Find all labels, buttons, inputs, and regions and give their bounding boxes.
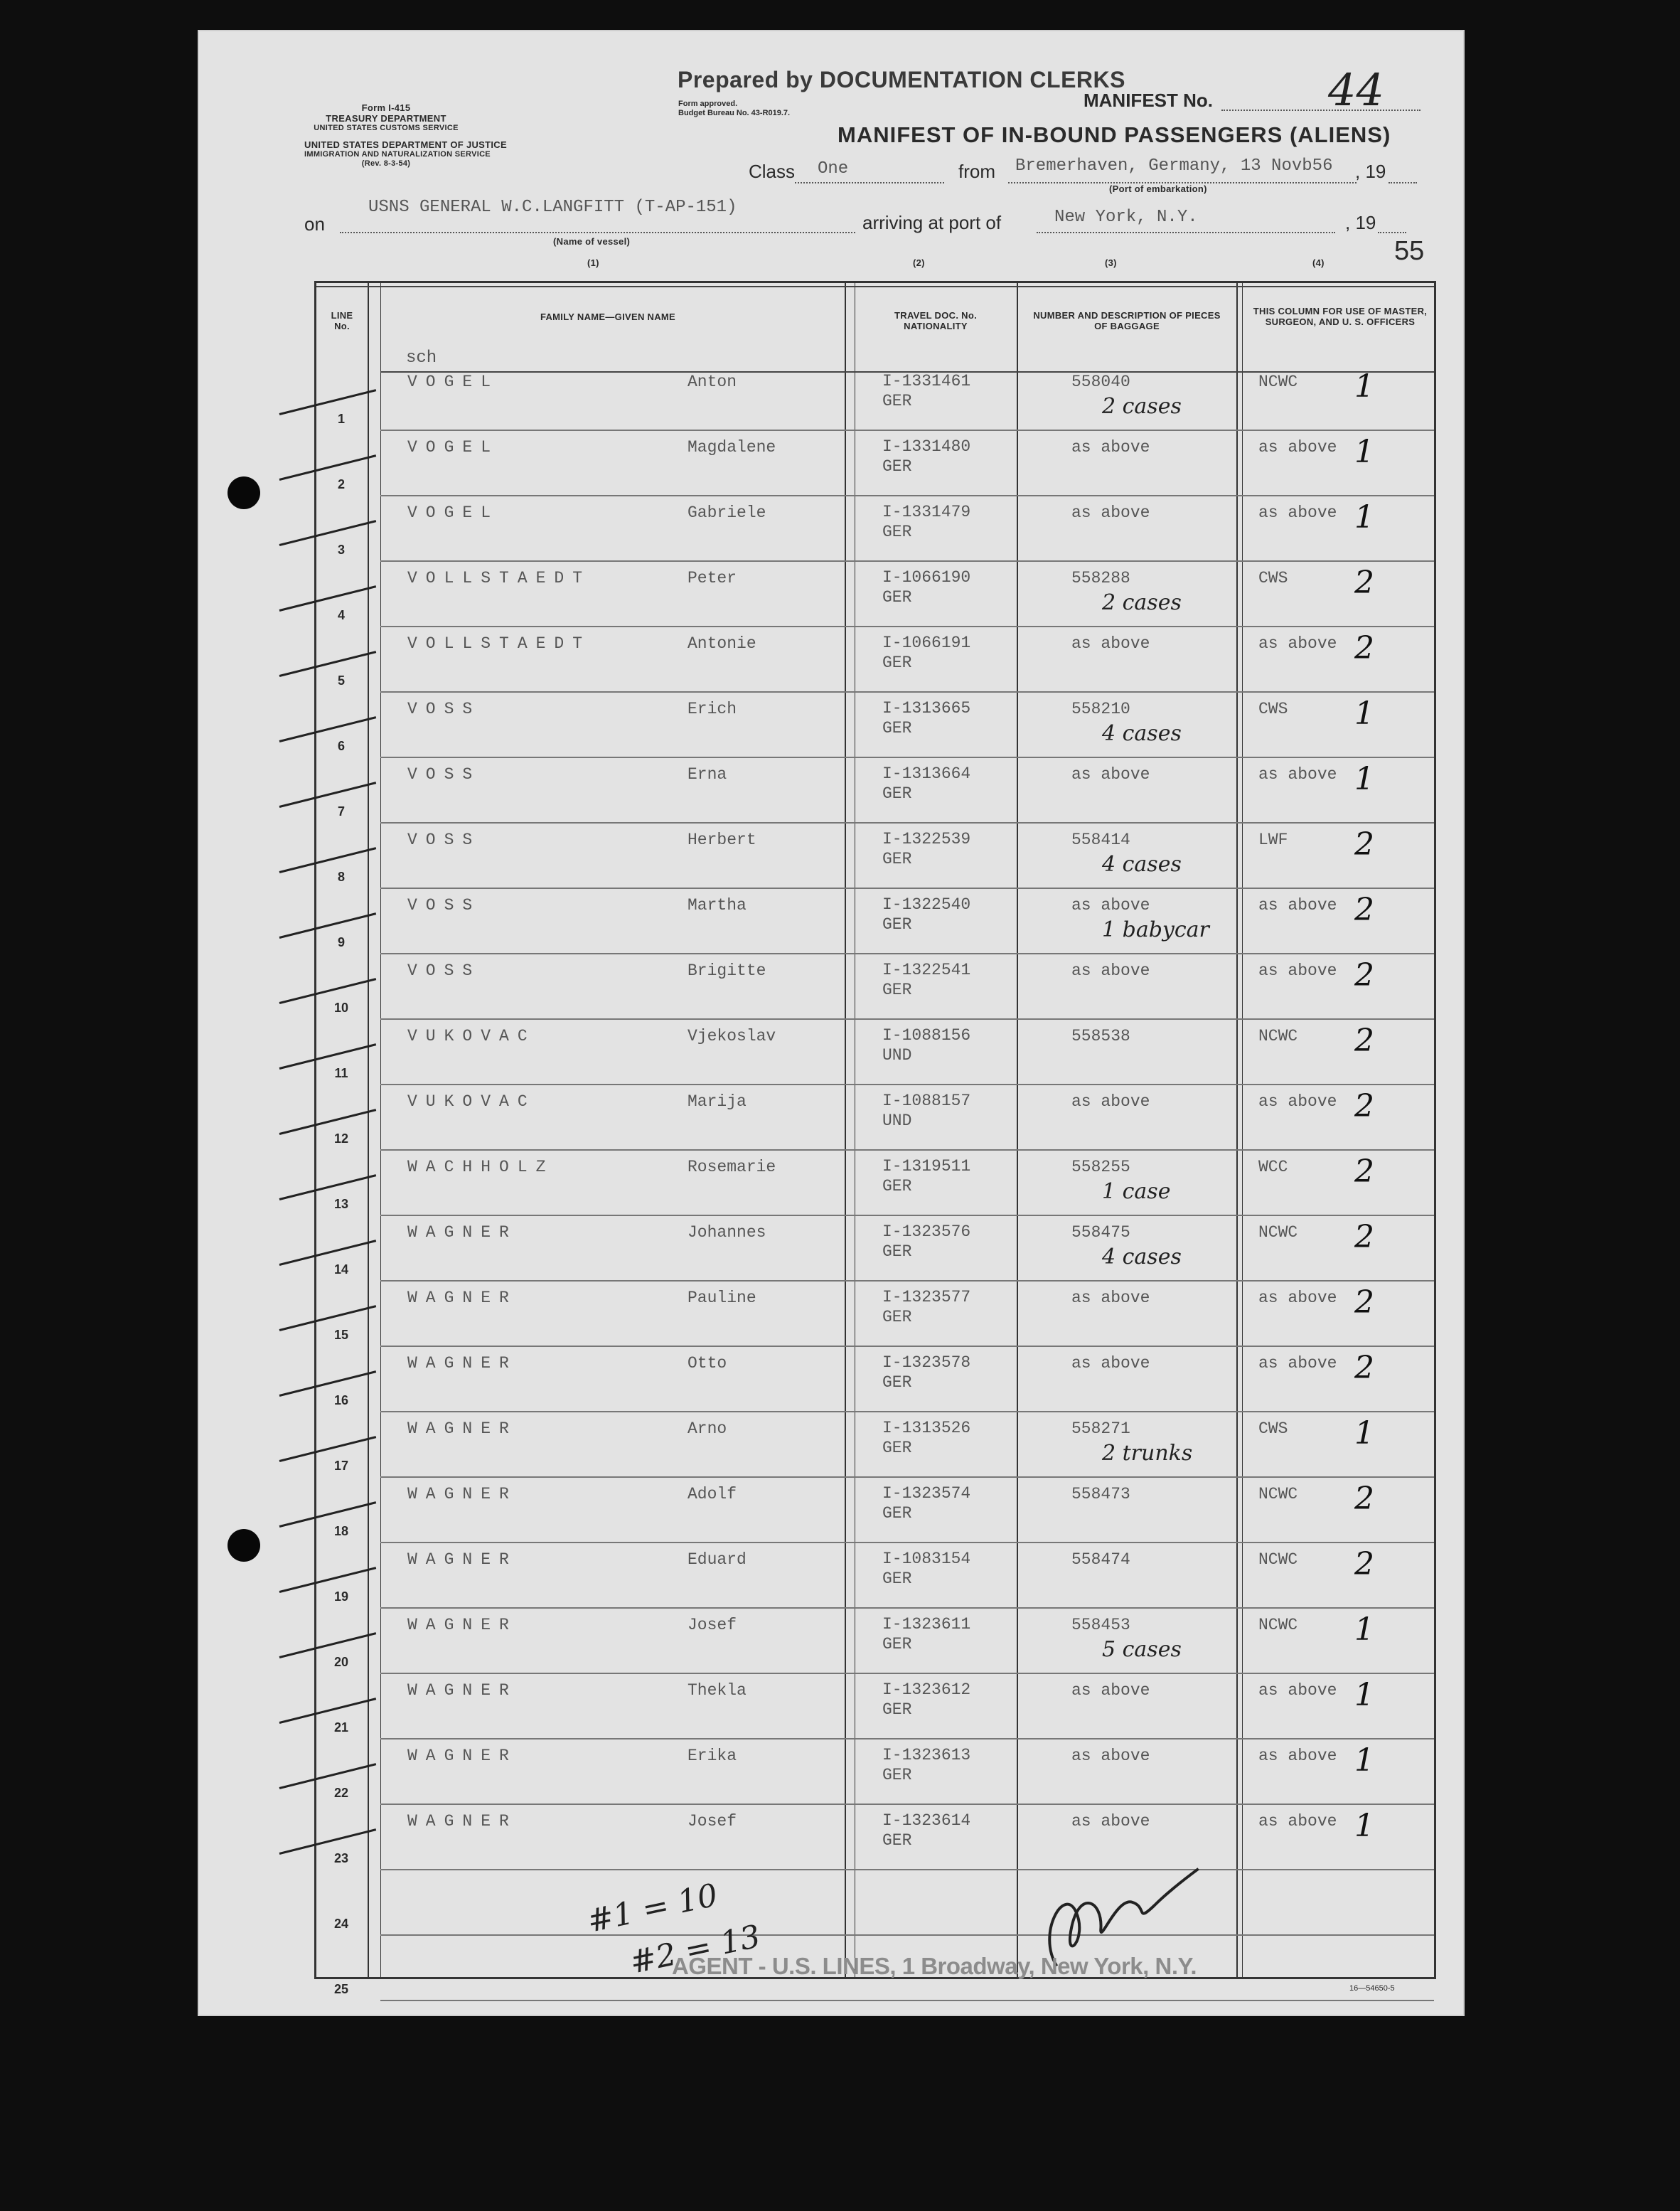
approval-note: Form approved. Budget Bureau No. 43-R019.7.	[678, 100, 791, 117]
baggage-number: as above	[1071, 1354, 1150, 1373]
count-mark: 1	[1354, 1808, 1374, 1844]
line-number: 3	[337, 543, 345, 557]
count-mark: 2	[1354, 826, 1374, 863]
baggage-description: 4 cases	[1102, 852, 1182, 877]
nationality: GER	[882, 392, 912, 410]
travel-doc-number: I-1313665	[882, 699, 971, 718]
count-mark: 2	[1354, 1481, 1374, 1517]
table-row	[316, 1543, 1434, 1609]
nationality: GER	[882, 1700, 912, 1719]
year-label: , 19	[1355, 161, 1386, 182]
baggage-number: as above	[1071, 438, 1150, 457]
arrival-year-label: , 19	[1345, 212, 1376, 233]
travel-doc-number: I-1323614	[882, 1811, 971, 1830]
table-row	[316, 1347, 1434, 1412]
count-mark: 1	[1354, 696, 1374, 732]
travel-doc	[882, 960, 970, 1000]
family-name: WAGNER	[407, 1223, 518, 1242]
table-row	[316, 1216, 1434, 1282]
nationality: GER	[882, 588, 912, 607]
arriving-label: arriving at port of	[862, 212, 1002, 233]
officer-use: as above	[1258, 961, 1337, 980]
travel-doc-number: I-1313664	[882, 764, 971, 783]
given-name: Johannes	[687, 1223, 766, 1242]
nationality: GER	[882, 1504, 912, 1523]
port-of-arrival: New York, N.Y.	[1054, 208, 1198, 227]
family-name: WAGNER	[407, 1289, 518, 1307]
vessel-name: USNS GENERAL W.C.LANGFITT (T-AP-151)	[368, 198, 737, 217]
family-name: VOGEL	[407, 373, 500, 391]
family-name: VUKOVAC	[407, 1027, 536, 1045]
given-name: Vjekoslav	[687, 1027, 776, 1045]
baggage-number: 558474	[1071, 1550, 1130, 1569]
manifest-title: MANIFEST OF IN-BOUND PASSENGERS (ALIENS)	[838, 122, 1391, 147]
line-number: 2	[337, 477, 345, 491]
given-name: Eduard	[687, 1550, 747, 1569]
line-number: 14	[333, 1262, 349, 1277]
travel-doc-number: I-1323611	[882, 1615, 971, 1634]
count-mark: 1	[1354, 368, 1374, 405]
table-row	[316, 1740, 1434, 1805]
officer-use: as above	[1258, 1812, 1337, 1831]
count-mark: 2	[1354, 957, 1374, 993]
col-baggage: NUMBER AND DESCRIPTION OF PIECES OF BAGGAGE	[1033, 310, 1221, 331]
line-number: 22	[333, 1786, 349, 1800]
given-name: Marija	[687, 1092, 747, 1111]
nationality: GER	[882, 1373, 912, 1392]
officer-use: NCWC	[1258, 373, 1298, 391]
line-number: 1	[337, 412, 345, 426]
line-number: 5	[337, 673, 345, 688]
nationality: GER	[882, 1570, 912, 1588]
baggage-description: 4 cases	[1102, 721, 1182, 746]
given-name: Otto	[687, 1354, 727, 1373]
line-number: 17	[333, 1459, 349, 1473]
table-row	[316, 1151, 1434, 1216]
baggage-description: 4 cases	[1102, 1245, 1182, 1269]
family-name: VOLLSTAEDT	[407, 569, 592, 587]
baggage-description: 2 cases	[1102, 590, 1182, 615]
travel-doc-number: I-1088156	[882, 1026, 971, 1045]
table-row	[316, 1674, 1434, 1740]
baggage-description: 1 babycar	[1102, 917, 1209, 942]
table-row	[316, 824, 1434, 889]
table-row	[316, 366, 1434, 431]
table-row	[316, 1478, 1434, 1543]
table-row	[316, 1609, 1434, 1674]
count-mark: 2	[1354, 1284, 1374, 1321]
given-name: Antonie	[687, 634, 756, 653]
nationality: GER	[882, 654, 912, 672]
line-number: 6	[337, 739, 345, 753]
given-name: Rosemarie	[687, 1158, 776, 1176]
travel-doc-number: I-1323576	[882, 1222, 971, 1241]
prepared-by-stamp: Prepared by DOCUMENTATION CLERKS	[678, 67, 1125, 92]
officer-use: as above	[1258, 438, 1337, 457]
travel-doc-number: I-1319511	[882, 1157, 971, 1176]
travel-doc	[882, 1614, 970, 1654]
class-label: Class	[749, 161, 796, 182]
nationality: UND	[882, 1046, 912, 1065]
doj-header: UNITED STATES DEPARTMENT OF JUSTICE IMMIGRATION AND NATURALIZATION SERVICE (Rev. 8-3-54)	[304, 139, 507, 168]
given-name: Herbert	[687, 831, 756, 849]
travel-doc	[882, 633, 970, 673]
nationality: GER	[882, 457, 912, 476]
nationality: GER	[882, 719, 912, 737]
table-row	[316, 693, 1434, 758]
travel-doc-number: I-1066191	[882, 634, 971, 652]
travel-doc	[882, 1353, 970, 1392]
count-mark: 2	[1354, 1219, 1374, 1255]
nationality: GER	[882, 981, 912, 999]
officer-use: NCWC	[1258, 1027, 1298, 1045]
officer-use: LWF	[1258, 831, 1288, 849]
travel-doc-number: I-1331480	[882, 437, 971, 456]
family-name: VOSS	[407, 896, 481, 915]
travel-doc	[882, 1091, 970, 1131]
nationality: GER	[882, 1831, 912, 1850]
travel-doc-number: I-1331479	[882, 503, 971, 521]
page-number: 55	[1394, 236, 1425, 266]
travel-doc	[882, 1811, 970, 1850]
travel-doc-number: I-1313526	[882, 1419, 971, 1437]
on-label: on	[304, 213, 325, 235]
officer-use: as above	[1258, 1681, 1337, 1700]
given-name: Erika	[687, 1747, 737, 1765]
table-row	[316, 1085, 1434, 1151]
count-mark: 2	[1354, 1350, 1374, 1386]
given-name: Anton	[687, 373, 737, 391]
given-name: Pauline	[687, 1289, 756, 1307]
baggage-number: 558210	[1071, 700, 1130, 718]
nationality: GER	[882, 1766, 912, 1784]
nationality: GER	[882, 1635, 912, 1653]
family-name: WAGNER	[407, 1550, 518, 1569]
port-embark-caption: (Port of embarkation)	[1109, 183, 1207, 194]
family-name: WAGNER	[407, 1354, 518, 1373]
travel-doc	[882, 371, 970, 411]
baggage-number: as above	[1071, 1747, 1150, 1765]
family-name: WAGNER	[407, 1419, 518, 1438]
table-row	[316, 1870, 1434, 1936]
baggage-number: 558255	[1071, 1158, 1130, 1176]
baggage-number: 558288	[1071, 569, 1130, 587]
travel-doc-number: I-1323578	[882, 1353, 971, 1372]
table-row	[316, 562, 1434, 627]
baggage-number: as above	[1071, 1289, 1150, 1307]
travel-doc	[882, 568, 970, 607]
baggage-number: 558271	[1071, 1419, 1130, 1438]
travel-doc	[882, 502, 970, 542]
count-mark: 2	[1354, 565, 1374, 601]
officer-use: as above	[1258, 1747, 1337, 1765]
travel-doc	[882, 1418, 970, 1458]
line-number: 12	[333, 1131, 349, 1146]
travel-doc-number: I-1331461	[882, 372, 971, 390]
count-mark: 2	[1354, 1088, 1374, 1124]
officer-use: as above	[1258, 1092, 1337, 1111]
given-name: Arno	[687, 1419, 727, 1438]
given-name: Brigitte	[687, 961, 766, 980]
given-name: Josef	[687, 1812, 737, 1831]
count-mark: 2	[1354, 630, 1374, 666]
family-name: VUKOVAC	[407, 1092, 536, 1111]
travel-doc	[882, 895, 970, 934]
count-mark: 1	[1354, 434, 1374, 470]
table-row	[316, 431, 1434, 496]
officer-use: NCWC	[1258, 1616, 1298, 1634]
officer-use: NCWC	[1258, 1485, 1298, 1503]
travel-doc	[882, 698, 970, 738]
officer-use: as above	[1258, 634, 1337, 653]
col-travel-doc: TRAVEL DOC. No. NATIONALITY	[894, 310, 977, 331]
nationality: GER	[882, 784, 912, 803]
travel-doc	[882, 437, 970, 476]
table-row	[316, 627, 1434, 693]
line-number: 15	[333, 1328, 349, 1342]
given-name: Josef	[687, 1616, 737, 1634]
count-mark: 1	[1354, 1677, 1374, 1713]
tally-note-2: #2 = 13	[626, 1918, 764, 1981]
baggage-description: 1 case	[1102, 1179, 1171, 1204]
baggage-number: 558453	[1071, 1616, 1130, 1634]
form-header: Form I-415 TREASURY DEPARTMENT UNITED STATES CUSTOMS SERVICE	[314, 102, 459, 132]
count-mark: 2	[1354, 1154, 1374, 1190]
travel-doc-number: I-1322540	[882, 895, 971, 914]
baggage-number: as above	[1071, 1092, 1150, 1111]
travel-doc-number: I-1088157	[882, 1092, 971, 1110]
col-line-no: LINE No.	[331, 310, 353, 331]
table-row	[316, 1020, 1434, 1085]
baggage-description: 5 cases	[1102, 1637, 1182, 1662]
nationality: GER	[882, 915, 912, 934]
baggage-number: 558473	[1071, 1485, 1130, 1503]
count-mark: 1	[1354, 499, 1374, 536]
travel-doc	[882, 1287, 970, 1327]
sch-note: sch	[406, 348, 437, 368]
baggage-number: as above	[1071, 961, 1150, 980]
nationality: GER	[882, 1177, 912, 1195]
family-name: WAGNER	[407, 1812, 518, 1831]
line-number: 23	[333, 1851, 349, 1865]
officer-use: CWS	[1258, 1419, 1288, 1438]
travel-doc-number: I-1066190	[882, 568, 971, 587]
baggage-description: 2 trunks	[1102, 1441, 1193, 1466]
count-mark: 2	[1354, 1023, 1374, 1059]
family-name: WAGNER	[407, 1681, 518, 1700]
nationality: GER	[882, 1242, 912, 1261]
col-num-2: (2)	[913, 257, 925, 268]
line-number: 16	[333, 1393, 349, 1407]
travel-doc-number: I-1323577	[882, 1288, 971, 1306]
family-name: VOSS	[407, 765, 481, 784]
travel-doc-number: I-1323612	[882, 1680, 971, 1699]
officer-use: as above	[1258, 765, 1337, 784]
family-name: WACHHOLZ	[407, 1158, 555, 1176]
baggage-number: 558040	[1071, 373, 1130, 391]
baggage-number: 558414	[1071, 831, 1130, 849]
officer-use: NCWC	[1258, 1550, 1298, 1569]
punch-hole-top	[228, 476, 260, 509]
count-mark: 2	[1354, 1546, 1374, 1582]
travel-doc	[882, 1156, 970, 1196]
count-mark: 1	[1354, 1742, 1374, 1779]
form-code: 16—54650-5	[1349, 1984, 1395, 1993]
vessel-caption: (Name of vessel)	[553, 236, 631, 247]
officer-use: CWS	[1258, 569, 1288, 587]
line-number: 10	[333, 1001, 349, 1015]
line-number: 20	[333, 1655, 349, 1669]
col-name: FAMILY NAME—GIVEN NAME	[540, 311, 676, 322]
family-name: VOSS	[407, 961, 481, 980]
officer-use: as above	[1258, 896, 1337, 915]
family-name: VOSS	[407, 831, 481, 849]
col-officers: THIS COLUMN FOR USE OF MASTER, SURGEON, AND U. S. OFFICERS	[1253, 306, 1428, 327]
family-name: VOGEL	[407, 438, 500, 457]
family-name: WAGNER	[407, 1616, 518, 1634]
baggage-number: as above	[1071, 634, 1150, 653]
count-mark: 1	[1354, 1415, 1374, 1451]
travel-doc	[882, 1222, 970, 1262]
table-row	[316, 1412, 1434, 1478]
officer-use: WCC	[1258, 1158, 1288, 1176]
travel-doc-number: I-1323574	[882, 1484, 971, 1503]
given-name: Thekla	[687, 1681, 747, 1700]
given-name: Martha	[687, 896, 747, 915]
baggage-number: as above	[1071, 1681, 1150, 1700]
family-name: VOLLSTAEDT	[407, 634, 592, 653]
count-mark: 1	[1354, 1611, 1374, 1648]
given-name: Adolf	[687, 1485, 737, 1503]
officer-use: as above	[1258, 504, 1337, 522]
given-name: Erna	[687, 765, 727, 784]
family-name: WAGNER	[407, 1747, 518, 1765]
baggage-number: as above	[1071, 504, 1150, 522]
baggage-number: as above	[1071, 765, 1150, 784]
family-name: VOGEL	[407, 504, 500, 522]
baggage-description: 2 cases	[1102, 394, 1182, 419]
travel-doc	[882, 764, 970, 804]
baggage-number: 558475	[1071, 1223, 1130, 1242]
nationality: GER	[882, 523, 912, 541]
given-name: Magdalene	[687, 438, 776, 457]
line-number: 18	[333, 1524, 349, 1538]
officer-use: as above	[1258, 1289, 1337, 1307]
col-num-1: (1)	[587, 257, 599, 268]
travel-doc-number: I-1323613	[882, 1746, 971, 1764]
line-number: 4	[337, 608, 345, 622]
given-name: Erich	[687, 700, 737, 718]
table-row	[316, 496, 1434, 562]
travel-doc-number: I-1322539	[882, 830, 971, 848]
travel-doc	[882, 1025, 970, 1065]
manifest-number: 44	[1328, 64, 1384, 116]
line-number: 19	[333, 1589, 349, 1604]
baggage-number: as above	[1071, 1812, 1150, 1831]
line-number: 8	[337, 870, 345, 884]
nationality: GER	[882, 1439, 912, 1457]
line-number: 13	[333, 1197, 349, 1211]
agent-stamp: AGENT - U.S. LINES, 1 Broadway, New York, N.Y.	[672, 1953, 1197, 1979]
table-row	[316, 1805, 1434, 1870]
manifest-sheet	[198, 30, 1465, 2016]
col-num-4: (4)	[1312, 257, 1325, 268]
nationality: UND	[882, 1112, 912, 1130]
line-number: 25	[333, 1982, 349, 1996]
table-row	[316, 954, 1434, 1020]
count-mark: 1	[1354, 761, 1374, 797]
family-name: WAGNER	[407, 1485, 518, 1503]
table-row	[316, 889, 1434, 954]
tally-note-1: #1 = 10	[584, 1877, 721, 1940]
line-number: 7	[337, 804, 345, 819]
line-number: 9	[337, 935, 345, 949]
given-name: Gabriele	[687, 504, 766, 522]
baggage-number: as above	[1071, 896, 1150, 915]
baggage-number: 558538	[1071, 1027, 1130, 1045]
count-mark: 2	[1354, 892, 1374, 928]
travel-doc	[882, 1680, 970, 1720]
family-name: VOSS	[407, 700, 481, 718]
nationality: GER	[882, 1308, 912, 1326]
line-number: 21	[333, 1720, 349, 1735]
line-number: 24	[333, 1917, 349, 1931]
travel-doc	[882, 829, 970, 869]
punch-hole-bottom	[228, 1529, 260, 1562]
port-of-embarkation: Bremerhaven, Germany, 13 Novb56	[1015, 156, 1333, 176]
travel-doc	[882, 1483, 970, 1523]
travel-doc-number: I-1083154	[882, 1550, 971, 1568]
travel-doc	[882, 1549, 970, 1589]
class-value: One	[818, 159, 849, 179]
officer-use: CWS	[1258, 700, 1288, 718]
officer-use: as above	[1258, 1354, 1337, 1373]
travel-doc	[882, 1745, 970, 1785]
officer-use: NCWC	[1258, 1223, 1298, 1242]
travel-doc-number: I-1322541	[882, 961, 971, 979]
given-name: Peter	[687, 569, 737, 587]
from-label: from	[958, 161, 995, 182]
col-num-3: (3)	[1105, 257, 1117, 268]
nationality: GER	[882, 850, 912, 868]
line-number: 11	[334, 1066, 348, 1080]
table-row	[316, 1282, 1434, 1347]
manifest-number-label: MANIFEST No.	[1084, 90, 1213, 111]
table-row	[316, 758, 1434, 824]
